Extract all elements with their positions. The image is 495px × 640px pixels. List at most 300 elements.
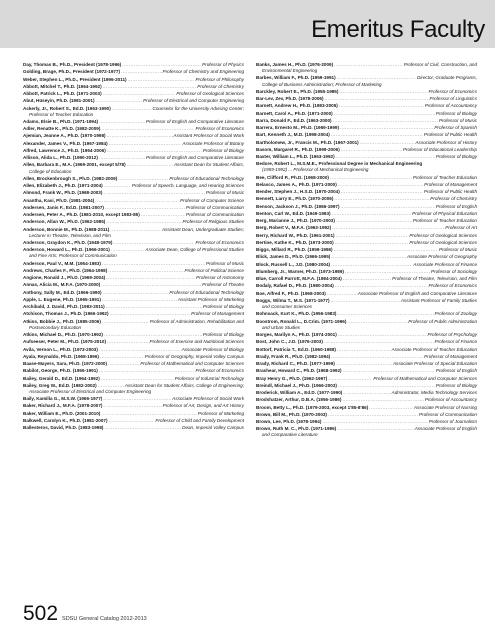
faculty-name: Baase-Mayers, Sara, Ph.D. (1972-2000) xyxy=(23,361,108,367)
faculty-name: Anderson, Paul V., M.M. (1954-1983) xyxy=(23,260,101,266)
faculty-title-continued: Associate Professor of Electrical and Computer Engineering xyxy=(29,388,152,394)
faculty-name: Baily, Kamilla G., M.S.W. (1966-1977) xyxy=(23,396,103,402)
dot-leader xyxy=(343,390,390,396)
faculty-title: Professor of Physical Education xyxy=(412,210,477,216)
dot-leader xyxy=(331,132,423,138)
dot-leader xyxy=(332,211,412,217)
faculty-title: Professor of Art xyxy=(445,225,477,231)
faculty-title: Assistant Professor of Social Work xyxy=(173,133,244,139)
faculty-title: Professor of Psychology xyxy=(427,332,477,338)
faculty-name: Barnett, Carol A., Ph.D. (1971-2000) xyxy=(256,110,333,116)
dot-leader xyxy=(347,319,407,325)
faculty-name: Ayala, Reynaldo, Ph.D. (1968-1996) xyxy=(23,353,99,359)
faculty-title: Professor of Biology xyxy=(435,154,477,160)
faculty-entry xyxy=(256,196,477,202)
faculty-entry xyxy=(23,282,244,288)
faculty-entry xyxy=(23,219,244,225)
dot-leader xyxy=(334,62,403,68)
faculty-title: Associate Professor of Nursing xyxy=(413,404,477,410)
faculty-name: Andersen, Peter A., Ph.D. (1981-2010, except 1983-85) xyxy=(23,212,140,218)
dot-leader xyxy=(103,190,205,196)
faculty-name: Block, Russell L., J.D. (1980-2004) xyxy=(256,261,331,267)
faculty-title-continued: and Urban Studies xyxy=(262,324,301,330)
faculty-title: Assistant Professor of Marketing xyxy=(177,296,244,302)
faculty-name: Adams, Elsie B., Ph.D. (1971-1994) xyxy=(23,118,99,124)
faculty-name: Avila, Vernon L., Ph.D. (1973-2003) xyxy=(23,346,98,352)
faculty-title-continued: Environmental Engineering xyxy=(262,68,318,74)
faculty-entry xyxy=(256,354,477,360)
dot-leader xyxy=(106,219,181,225)
faculty-title: Professor of Economics xyxy=(195,239,244,245)
header-bar xyxy=(0,0,495,48)
faculty-entry xyxy=(256,262,477,268)
dot-leader xyxy=(103,84,197,90)
faculty-entry xyxy=(256,225,477,231)
dot-leader xyxy=(95,98,142,104)
faculty-title: Counselor for the University Advising Center; xyxy=(152,105,244,111)
faculty-name: Barra, Donald F., Ed.D. (1963-2000) xyxy=(256,117,332,123)
faculty-title: Professor of English and Comparative Literature xyxy=(145,155,244,161)
faculty-title: Professor of Finance xyxy=(434,339,477,345)
faculty-title: Professor of Biology xyxy=(202,332,244,338)
dot-leader xyxy=(342,397,423,403)
dot-leader xyxy=(343,368,435,374)
faculty-entry xyxy=(256,426,477,438)
dot-leader xyxy=(118,176,168,182)
faculty-title: Professor of Mathematical and Computer Sciences xyxy=(140,361,244,367)
faculty-name: Brady, Richard C., Ph.D. (1977-1999) xyxy=(256,361,335,367)
dot-leader xyxy=(102,319,149,325)
faculty-entry xyxy=(23,268,244,274)
faculty-name: Allen, Brockenbrough S., Ph.D. (1982-2009) xyxy=(23,175,118,181)
dot-leader xyxy=(337,311,433,317)
dot-leader xyxy=(141,212,185,218)
faculty-title: Associate Professor of Special Education xyxy=(392,361,477,367)
faculty-title: Professor of Exercise and Nutritional Sciences xyxy=(149,339,244,345)
faculty-entry xyxy=(23,311,244,317)
faculty-entry xyxy=(256,419,477,425)
faculty-entry xyxy=(23,176,244,182)
faculty-title: Professor of Spanish xyxy=(434,125,477,131)
faculty-name: Anderson, Bonnie M., Ph.D. (1988-2011) xyxy=(23,226,110,232)
dot-leader xyxy=(108,361,139,367)
faculty-entry xyxy=(23,141,244,147)
faculty-title: Professor of Administration, Rehabilitation and xyxy=(149,318,244,324)
faculty-name: Biggs, Millard R., Ph.D. (1959-1986) xyxy=(256,247,333,253)
faculty-entry xyxy=(23,418,244,424)
faculty-name: Golding, Brage, Ph.D., President (1972-1977) xyxy=(23,69,121,75)
dot-leader xyxy=(109,141,182,147)
faculty-name: Bailey, Gerald D., Ed.D. (1964-1992) xyxy=(23,375,100,381)
faculty-name: Boggs, Wilma T., M.S. (1971-1977) xyxy=(256,297,330,303)
dot-leader xyxy=(332,225,444,231)
faculty-title: Professor of Biology xyxy=(435,110,477,116)
dot-leader xyxy=(103,396,171,402)
faculty-name: Alexander, James V., Ph.D. (1967-1984) xyxy=(23,140,108,146)
faculty-name: Ballesteros, David, Ph.D. (1983-1998) xyxy=(23,425,104,431)
faculty-name: Blumberg, Jr., Warner, Ph.D. (1973-1989) xyxy=(256,268,344,274)
faculty-name: Adler, Renatte K., Ph.D. (1982-2009) xyxy=(23,126,101,132)
faculty-name: Barckley, Robert E., Ph.D. (1955-1985) xyxy=(256,88,339,94)
dot-leader xyxy=(341,189,423,195)
faculty-title: Professor of Theatre, Television, and Film xyxy=(392,276,477,282)
faculty-title: Professor of Speech, Language, and Hearing Sciences xyxy=(131,183,244,189)
dot-leader xyxy=(333,118,438,124)
dot-leader xyxy=(337,75,416,81)
faculty-entry xyxy=(23,339,244,345)
faculty-title-continued: and Consumer Sciences xyxy=(262,304,313,310)
dot-leader xyxy=(331,254,406,260)
faculty-title: Director, Graduate Programs, xyxy=(417,75,477,81)
faculty-name: Babilot, George, Ph.D. (1956-1991) xyxy=(23,368,98,374)
faculty-title-continued: Lecturer in Theatre, Television, and Film xyxy=(29,232,111,238)
faculty-title: Professor of Philosophy xyxy=(195,76,244,82)
faculty-title: Professor of Teacher Education xyxy=(412,174,477,180)
dot-leader xyxy=(338,383,435,389)
faculty-title: Professor of Educational Technology xyxy=(169,289,244,295)
faculty-title: Professor of Geological Sciences xyxy=(176,91,244,96)
faculty-entry xyxy=(23,119,244,125)
faculty-entry xyxy=(256,412,477,418)
dot-leader xyxy=(343,276,391,282)
faculty-name: Brodshatzer, Arthur, D.B.A. (1956-1986) xyxy=(256,397,342,403)
faculty-entry xyxy=(23,361,244,367)
faculty-title: Professor of Music xyxy=(438,247,477,253)
faculty-title: Professor of Zoology xyxy=(434,311,477,317)
faculty-name: Broderick, William A., Ed.D. (1977-1990) xyxy=(256,390,343,396)
faculty-title: Professor of Public Health xyxy=(423,132,477,138)
faculty-title: Professor of Teacher Education xyxy=(412,218,477,224)
faculty-name: Boe, Alfred F., Ph.D. (1968-2003) xyxy=(256,290,326,296)
faculty-title: Professor of Accountancy xyxy=(424,103,477,109)
faculty-title: Professor of Biology xyxy=(435,382,477,388)
faculty-entry xyxy=(256,62,477,74)
faculty-title: Professor of Astronomy xyxy=(196,275,244,281)
dot-leader xyxy=(338,182,423,188)
dot-leader xyxy=(100,354,144,360)
faculty-name: Abut, Hüseyin, Ph.D. (1981-2001) xyxy=(23,98,95,104)
faculty-entry xyxy=(256,111,477,117)
faculty-name: Alfred, Lawrence J., Ph.D. (1964-2006) xyxy=(23,147,106,153)
faculty-entry xyxy=(23,240,244,246)
faculty-name: Archibald, J. David, Ph.D. (1983-2011) xyxy=(23,304,105,310)
faculty-name: Boostrom, Ronald L., D.Crim. (1971-1996) xyxy=(256,318,347,324)
faculty-entry xyxy=(23,368,244,374)
faculty-entry xyxy=(23,77,244,83)
dot-leader xyxy=(331,354,423,360)
faculty-title: Professor of Geography, Imperial Valley Campus xyxy=(144,353,244,359)
dot-leader xyxy=(122,62,201,68)
faculty-title: Professor of Communication xyxy=(419,411,477,417)
faculty-title-continued: and Fine Arts; Professor of Communication xyxy=(29,253,117,259)
dot-leader xyxy=(339,103,424,109)
faculty-title: Professor of Sociology xyxy=(431,268,477,274)
faculty-name: Anderson, Allan W., Ph.D. (1962-1985) xyxy=(23,219,106,225)
faculty-entry xyxy=(23,403,244,409)
faculty-entry xyxy=(23,275,244,281)
dot-leader xyxy=(110,311,191,317)
faculty-entry xyxy=(23,69,244,75)
faculty-entry xyxy=(256,311,477,317)
faculty-title: Professor of Public Administration xyxy=(408,318,477,324)
faculty-entry xyxy=(256,361,477,367)
faculty-entry xyxy=(23,162,244,174)
faculty-title: Associate Professor of Social Work xyxy=(172,396,244,402)
faculty-name: Bray Henry G., Ph.D. (1962-1997) xyxy=(256,375,328,381)
faculty-entry xyxy=(256,204,477,210)
faculty-entry xyxy=(256,291,477,297)
faculty-entry xyxy=(23,190,244,196)
faculty-title: Professor of Management xyxy=(191,311,244,317)
faculty-title: Professor of Linguistics xyxy=(429,96,477,102)
faculty-entry xyxy=(23,91,244,97)
faculty-name: Basom, Margaret R., Ph.D. (1999-2006) xyxy=(256,146,340,152)
faculty-name: Bailey, Greg W., Ed.D. (1982-2002) xyxy=(23,382,97,388)
faculty-title: Assistant Dean for Student Affairs, xyxy=(173,162,244,168)
dot-leader xyxy=(330,175,412,181)
faculty-title: Associate Professor of Biology xyxy=(181,346,244,352)
faculty-title: Assistant Dean for Student Affairs, College of Engineering; xyxy=(124,382,244,388)
faculty-entry xyxy=(23,212,244,218)
dot-leader xyxy=(109,418,155,424)
faculty-name: Benton, Carl W., Ed.D. (1949-1983) xyxy=(256,210,331,216)
faculty-title: Professor of Physics xyxy=(202,62,244,67)
faculty-name: Andrews, Charles F., Ph.D. (1964-1998) xyxy=(23,267,108,273)
faculty-title: Associate Professor of Teacher Education xyxy=(391,346,477,352)
dot-leader xyxy=(105,205,185,211)
faculty-name: Anantha, Kasi, Ph.D. (1981-2004) xyxy=(23,197,95,203)
faculty-title: Professor of Chemistry xyxy=(430,196,477,202)
faculty-name: Berry, Richard W., Ph.D. (1961-2001) xyxy=(256,232,335,238)
dot-leader xyxy=(112,106,152,112)
faculty-entry xyxy=(256,247,477,253)
dot-leader xyxy=(335,283,428,289)
faculty-entry xyxy=(256,211,477,217)
faculty-entry xyxy=(23,297,244,303)
faculty-entry xyxy=(23,304,244,310)
faculty-entry xyxy=(23,227,244,239)
faculty-entry xyxy=(256,368,477,374)
faculty-name: Barrera, Ernesto M., Ph.D. (1969-1999) xyxy=(256,125,339,131)
faculty-entry xyxy=(23,148,244,154)
faculty-title: Professor of Educational Technology xyxy=(169,175,244,181)
faculty-name: Allen, Elizabeth J., Ph.D. (1971-2004) xyxy=(23,183,103,189)
dot-leader xyxy=(335,240,409,246)
faculty-name: Bart, Kenneth J., M.D. (1998-2004) xyxy=(256,132,330,138)
dot-leader xyxy=(339,89,427,95)
faculty-title: Professor of Music xyxy=(205,260,244,266)
dot-leader xyxy=(102,297,177,303)
faculty-entry xyxy=(256,218,477,224)
faculty-entry xyxy=(256,118,477,124)
faculty-name: Bertine, Kathe K., Ph.D. (1973-2000) xyxy=(256,239,334,245)
faculty-name: Anderson, Graydon K., Ph.D. (1948-1979) xyxy=(23,239,113,245)
dot-leader xyxy=(322,419,427,425)
faculty-title: Associate Professor of Botany xyxy=(182,140,244,146)
faculty-title: Professor of Chemistry xyxy=(197,83,244,89)
dot-leader xyxy=(113,240,194,246)
faculty-title: Professor of Management xyxy=(424,181,477,187)
faculty-name: Bodaly, Rafael D., Ph.D. (1980-2004) xyxy=(256,283,334,289)
page-number: 502 xyxy=(23,602,59,625)
faculty-entry xyxy=(23,290,244,296)
faculty-entry xyxy=(256,189,477,195)
faculty-name: Annas, Alicia M., M.F.A. (1970-2000) xyxy=(23,282,101,288)
faculty-entry xyxy=(256,233,477,239)
faculty-name: Bohnsack, Kurt K., Ph.D. (1956-1983) xyxy=(256,311,337,317)
faculty-name: Benson, Jackson J., Ph.D. (1966-1997) xyxy=(256,203,340,209)
faculty-title: Professor of Geological Sciences xyxy=(409,239,477,245)
dot-leader xyxy=(107,339,149,345)
faculty-name: Brady, Frank R., Ph.D. (1982-1994) xyxy=(256,353,331,359)
faculty-name: Andersen, Janis F., Ed.D. (1981-2007) xyxy=(23,204,104,210)
dot-leader xyxy=(103,403,161,409)
dot-leader xyxy=(340,125,433,131)
dot-leader xyxy=(99,347,181,353)
faculty-entry xyxy=(256,240,477,246)
faculty-title: Dean, Imperial Valley Campus xyxy=(182,425,244,431)
faculty-name: Brashear, Howard C., Ph.D. (1968-1992) xyxy=(256,368,342,374)
faculty-entry xyxy=(256,283,477,289)
faculty-entry xyxy=(256,132,477,138)
faculty-name: Atkins, Michael D., Ph.D. (1970-1992) xyxy=(23,332,103,338)
dot-leader xyxy=(95,198,179,204)
faculty-title: Professor of Child and Family Development xyxy=(155,417,244,423)
faculty-title: Professor of Economics xyxy=(428,283,477,289)
faculty-title: Professor of Management xyxy=(424,353,477,359)
faculty-entry xyxy=(256,383,477,389)
faculty-entry xyxy=(256,339,477,345)
dot-leader xyxy=(336,154,435,160)
faculty-entry xyxy=(256,376,477,382)
faculty-name: Brown, Lee, Ph.D. (1978-1994) xyxy=(256,419,322,425)
dot-leader xyxy=(336,218,412,224)
faculty-entry xyxy=(256,125,477,131)
faculty-title: Professor of Educational Leadership xyxy=(402,146,477,152)
faculty-title: Professor of Marketing xyxy=(197,410,244,416)
faculty-entry xyxy=(23,133,244,139)
dot-leader xyxy=(334,111,435,117)
faculty-name: Baker, William E., Ph.D. (2001-2010) xyxy=(23,410,101,416)
faculty-entry xyxy=(23,411,244,417)
dot-leader xyxy=(324,339,434,345)
left-column xyxy=(23,62,244,432)
dot-leader xyxy=(360,140,415,146)
faculty-name: Abbott, Mitchel T., Ph.D. (1964-1992) xyxy=(23,83,102,89)
faculty-name: Bennett, Larry E., Ph.D. (1970-2006) xyxy=(256,196,334,202)
faculty-title: Professor of Music xyxy=(438,117,477,123)
faculty-name: Atkins, Bobbie J., Ph.D. (1985-2006) xyxy=(23,318,101,324)
dot-leader xyxy=(327,291,357,297)
faculty-entry xyxy=(23,319,244,331)
dot-leader xyxy=(334,196,429,202)
faculty-name: Abbott, Patrick L., Ph.D. (1971-2003) xyxy=(23,91,102,96)
dot-leader xyxy=(334,247,438,253)
faculty-title: Associate Professor of Finance xyxy=(413,261,477,267)
dot-leader xyxy=(106,304,202,310)
faculty-name: Borges, Marilyn A., Ph.D. (1974-2001) xyxy=(256,332,337,338)
faculty-title: Professor of Public Health xyxy=(423,189,477,195)
faculty-name: Broom, Betty L., Ph.D. (1979-2003, except 1'85-8'86) xyxy=(256,404,369,410)
dot-leader xyxy=(101,282,201,288)
faculty-title: Professor of Music xyxy=(205,190,244,196)
faculty-title: Professor of English xyxy=(435,203,477,209)
faculty-entry xyxy=(23,261,244,267)
faculty-title: Professor of English xyxy=(435,368,477,374)
dot-leader xyxy=(104,332,202,338)
faculty-name: Belasco, James A., Ph.D. (1971-2000) xyxy=(256,181,337,187)
faculty-name: Baxter, William L., Ph.D. (1963-1992) xyxy=(256,154,335,160)
faculty-title: Administrator, Media Technology Services xyxy=(391,390,477,396)
faculty-entry xyxy=(23,155,244,161)
dot-leader xyxy=(99,119,145,125)
faculty-title: Professor of Biology xyxy=(202,304,244,310)
right-column xyxy=(256,62,477,440)
dot-leader xyxy=(341,147,402,153)
faculty-entry xyxy=(23,98,244,104)
dot-leader xyxy=(106,275,195,281)
faculty-entry xyxy=(23,106,244,118)
dot-leader xyxy=(127,162,173,168)
dot-leader xyxy=(336,233,409,239)
faculty-name: Aufseeser, Peter M., Ph.D. (1975-2010) xyxy=(23,339,106,345)
faculty-name: Berg, Robert V., M.F.A. (1963-1992) xyxy=(256,225,332,231)
faculty-name: Atchison, Thomas J., Ph.D. (1966-1992) xyxy=(23,311,109,317)
faculty-entry xyxy=(256,182,477,188)
faculty-title: Professor of Art, Design, and Art History xyxy=(162,403,244,409)
faculty-entry xyxy=(23,332,244,338)
dot-leader xyxy=(104,425,181,431)
dot-leader xyxy=(102,261,205,267)
faculty-entry xyxy=(256,319,477,331)
faculty-title: Associate Professor of English xyxy=(414,426,477,432)
faculty-title: Professor of Biology xyxy=(202,147,244,153)
faculty-title: Professor of Economics xyxy=(428,88,477,94)
faculty-title: Professor of Communication xyxy=(186,204,244,210)
faculty-entry xyxy=(23,205,244,211)
faculty-name: Apple, L. Eugene, Ph.D. (1965-1991) xyxy=(23,296,101,302)
faculty-entry xyxy=(23,62,244,68)
faculty-entry xyxy=(23,347,244,353)
faculty-title: Associate Professor of History xyxy=(415,139,477,145)
faculty-name: Balkwell, Carolyn K., Ph.D. (1981-2007) xyxy=(23,417,108,423)
faculty-title: Assistant Dean, Undergraduate Studies; xyxy=(162,226,244,232)
faculty-title: Professor of Economics xyxy=(195,126,244,132)
faculty-title: Professor of Journalism xyxy=(428,419,477,425)
dot-leader xyxy=(108,268,183,274)
faculty-name: Weber, Stephen L., Ph.D., President (1996-2011) xyxy=(23,76,127,82)
faculty-entry xyxy=(256,161,477,173)
faculty-name: Bost, John C., J.D. (1976-2003) xyxy=(256,339,323,345)
faculty-name: Barbes, William F., Ph.D. (1959-1991) xyxy=(256,75,336,81)
faculty-title: Professor of Industrial Technology xyxy=(174,375,244,381)
faculty-title: Professor of Accountancy xyxy=(424,397,477,403)
dot-leader xyxy=(103,91,176,97)
faculty-entry xyxy=(256,103,477,109)
faculty-name: Anderson, Howard L., Ph.D. (1966-2001) xyxy=(23,247,110,253)
faculty-title: Professor of Electrical and Computer Engineering xyxy=(143,98,244,104)
faculty-title: Professor of Communication xyxy=(186,212,244,218)
faculty-title-continued: Postsecondary Education xyxy=(29,324,82,330)
faculty-title-continued: (1959-1992) ... Professor of Mechanical Engineering xyxy=(262,167,369,173)
faculty-title: Professor of Political Science xyxy=(184,267,244,273)
dot-leader xyxy=(330,298,399,304)
dot-leader xyxy=(101,376,174,382)
faculty-entry xyxy=(256,175,477,181)
faculty-entry xyxy=(23,376,244,382)
dot-leader xyxy=(101,126,194,132)
dot-leader xyxy=(104,183,131,189)
